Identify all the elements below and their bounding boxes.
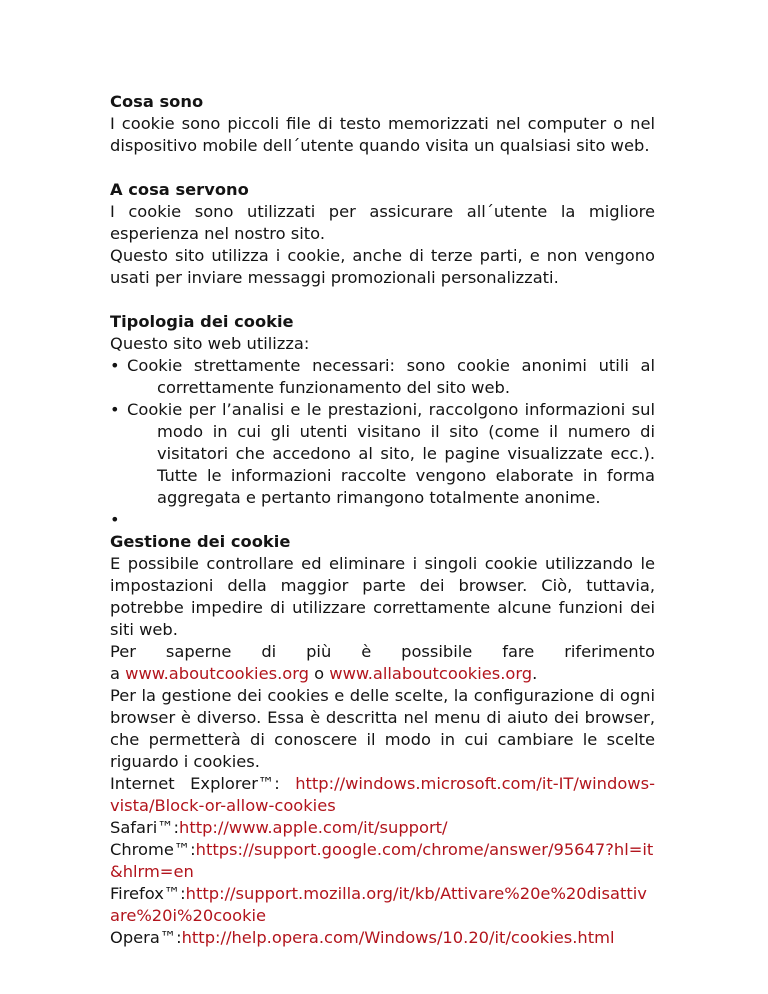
bullet-icon: •: [110, 510, 120, 529]
paragraph-gestione-1: E possibile controllare ed eliminare i singoli cookie utilizzando le impostazioni della maggior parte dei browser. Ciò, tuttavia, potrebbe impedire di utilizzare correttamente alcune funzioni dei siti web.: [110, 554, 655, 639]
browser-name: Opera™:: [110, 928, 182, 947]
bullet-icon: •: [110, 356, 120, 375]
link-chrome-cookies[interactable]: https://support.google.com/chrome/answer/95647?hl=it&hlrm=en: [110, 840, 654, 881]
text-fragment: o: [308, 664, 330, 683]
paragraph-cosa-sono: I cookie sono piccoli file di testo memorizzati nel computer o nel dispositivo mobile dell´utente quando visita un qualsiasi sito web.: [110, 114, 655, 155]
link-aboutcookies[interactable]: www.aboutcookies.org: [125, 664, 309, 683]
bullet-icon: •: [110, 400, 120, 419]
heading-cosa-sono: Cosa sono: [110, 92, 204, 111]
section-gestione: [110, 531, 655, 949]
paragraph-servono-2: Questo sito utilizza i cookie, anche di terze parti, e non vengono usati per inviare messaggi promozionali personalizzati.: [110, 246, 655, 287]
link-safari-cookies[interactable]: http://www.apple.com/it/support/: [179, 818, 448, 837]
word: possibile: [401, 642, 473, 661]
heading-gestione: Gestione dei cookie: [110, 532, 291, 551]
saperne-line: [110, 641, 655, 663]
list-item-text: Cookie per l’analisi e le prestazioni, raccolgono informazioni sul modo in cui gli utenti visitano il sito (come il numero di visitatori che accedono al sito, le pagine visualizzate ecc.). Tutte le informazioni raccolte vengono elaborate in forma aggregata e pertanto rimangono totalmente anonime.: [127, 400, 655, 507]
section-cosa-sono: [110, 91, 655, 157]
empty-list-item: [110, 509, 655, 531]
text-fragment: a: [110, 664, 126, 683]
cookie-type-list: [110, 355, 655, 509]
link-ie-cookies[interactable]: http://windows.microsoft.com/it-IT/windows-: [295, 774, 655, 793]
heading-tipologia: Tipologia dei cookie: [110, 312, 294, 331]
section-tipologia: [110, 311, 655, 531]
section-a-cosa-servono: [110, 179, 655, 289]
list-item: [110, 355, 655, 399]
browser-name: Firefox™:: [110, 884, 186, 903]
link-allaboutcookies[interactable]: www.allaboutcookies.org: [329, 664, 533, 683]
browser-name: Chrome™:: [110, 840, 196, 859]
paragraph-servono-1: I cookie sono utilizzati per assicurare all´utente la migliore esperienza nel nostro sito.: [110, 202, 655, 243]
text-fragment: .: [532, 664, 538, 683]
link-ie-cookies-cont[interactable]: vista/Block-or-allow-cookies: [110, 796, 336, 815]
browser-opera: [110, 927, 655, 949]
word: è: [361, 642, 372, 661]
word: più: [306, 642, 332, 661]
heading-a-cosa-servono: A cosa servono: [110, 180, 249, 199]
browser-ie-cont: [110, 795, 655, 817]
browser-internet-explorer: [110, 773, 655, 795]
list-item: [110, 399, 655, 509]
word: riferimento: [564, 642, 655, 661]
link-firefox-cookies[interactable]: http://support.mozilla.org/it/kb/Attivare%20e%20disattivare%20i%20cookie: [110, 884, 647, 925]
browser-firefox: [110, 883, 655, 927]
browser-name: Internet: [110, 774, 175, 793]
document-page: [110, 91, 655, 971]
browser-chrome: [110, 839, 655, 883]
browser-name: Explorer™:: [190, 774, 280, 793]
paragraph-gestione-2: Per la gestione dei cookies e delle scelte, la configurazione di ogni browser è diverso. Essa è descritta nel menu di aiuto dei browser, che permetterà di conoscere il modo in cui cambiare le scelte riguardo i cookies.: [110, 686, 655, 771]
list-item-text: Cookie strettamente necessari: sono cookie anonimi utili al correttamente funzionamento del sito web.: [127, 356, 655, 397]
link-opera-cookies[interactable]: http://help.opera.com/Windows/10.20/it/cookies.html: [181, 928, 615, 947]
browser-name: Safari™:: [110, 818, 180, 837]
saperne-links-line: [110, 663, 655, 685]
browser-safari: [110, 817, 655, 839]
word: fare: [502, 642, 535, 661]
word: Per: [110, 642, 136, 661]
paragraph-tipologia-intro: Questo sito web utilizza:: [110, 334, 310, 353]
word: di: [261, 642, 277, 661]
word: saperne: [165, 642, 232, 661]
